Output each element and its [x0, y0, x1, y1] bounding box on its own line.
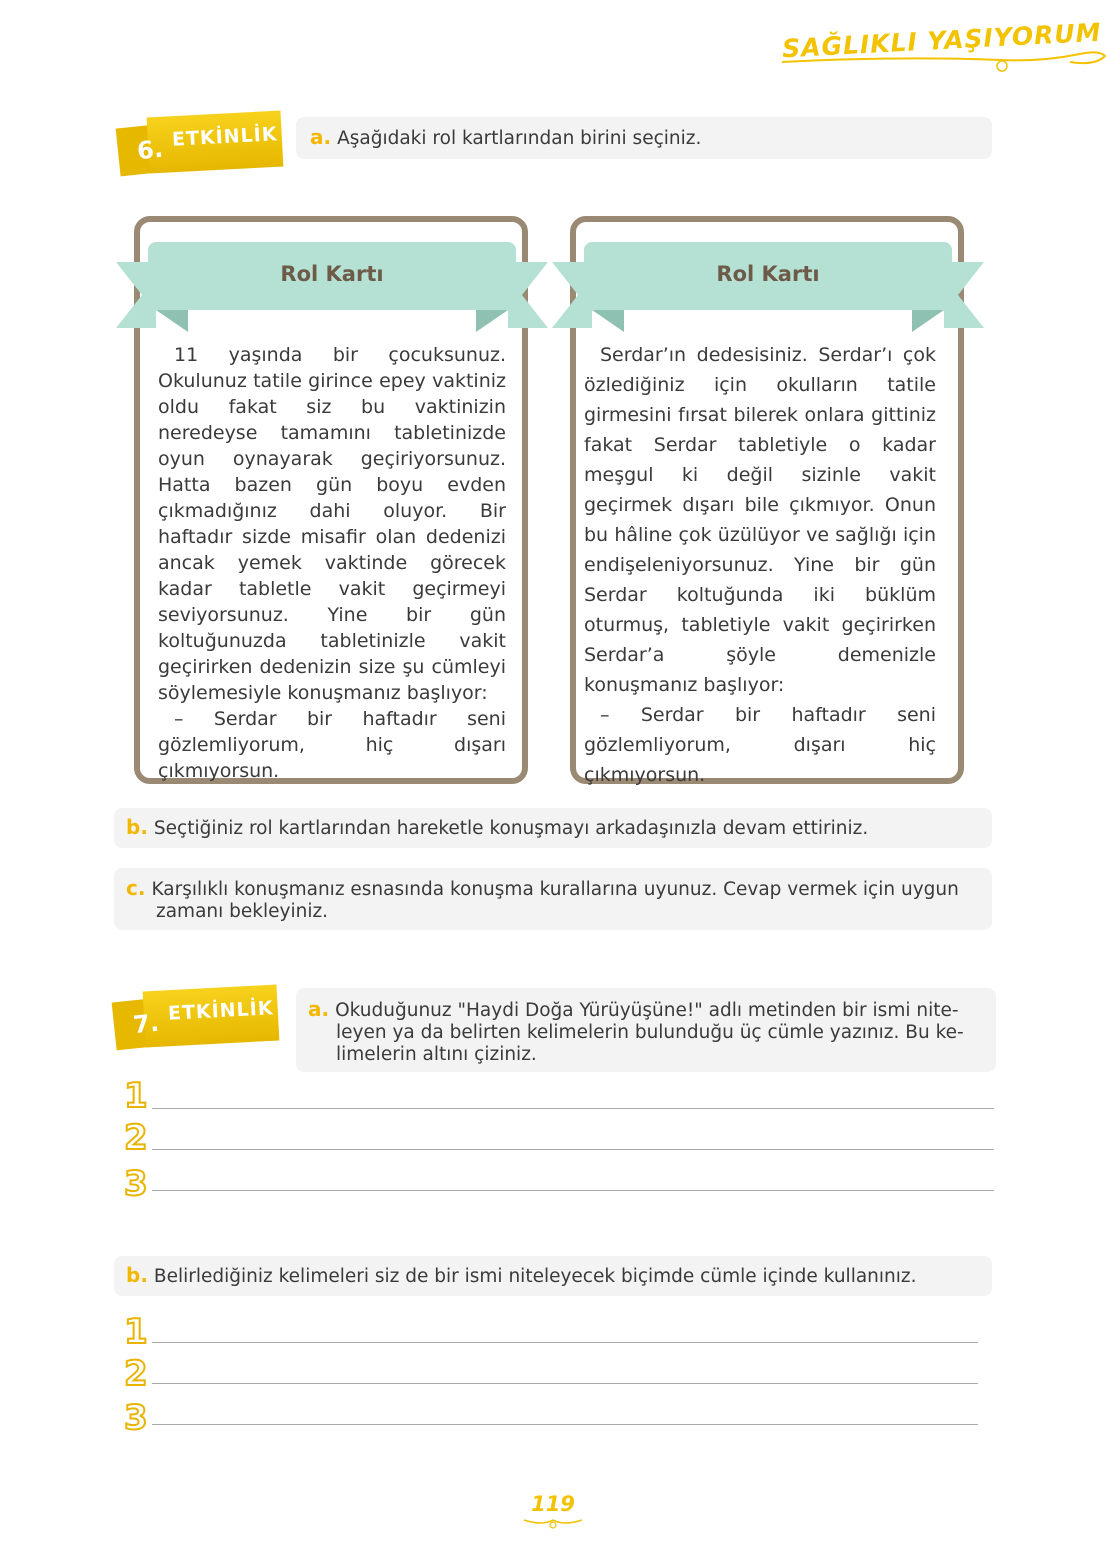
role-card-1-paragraph: 11 yaşında bir çocuksunuz. Okulunuz tatile girince epey vaktiniz oldu fakat siz bu vaktinizin neredeyse tamamını tabletinizde oyun oynayarak geçiriyorsunuz. Hatta bazen gün boyu evden çıkmadığınız dahi oluyor. Bir haftadır sizde misafir olan dedenizi ancak yemek vaktinde görecek kadar tabletle vakit geçirmeyi seviyorsunuz. Yine bir gün koltuğunuzda tabletinizle vakit geçirirken dedenizin size şu cümleyi söylemesiyle konuşmanız başlıyor: [158, 344, 506, 704]
answer-line-3[interactable] [152, 1190, 994, 1191]
page-number-swirl [522, 1514, 584, 1530]
role-card-1-text [158, 342, 506, 784]
activity-6-badge [118, 112, 286, 192]
item-letter: b. [126, 1263, 148, 1287]
page-number: 119 [531, 1492, 575, 1516]
role-card-1-dialogue: – Serdar bir haftadır seni gözlemliyorum, hiç dışarı çıkmıyorsun. [158, 708, 506, 782]
answer-line-1[interactable] [152, 1108, 994, 1109]
line-number: 3 [124, 1398, 148, 1438]
answer-line-b2[interactable] [152, 1383, 978, 1384]
activity-number: 7. [131, 1008, 161, 1040]
answer-line-2[interactable] [152, 1149, 994, 1150]
instruction-text-line-2: leyen ya da belirten kelimelerin bulunduğu üç cümle yazınız. Bu ke- [336, 1022, 964, 1043]
instruction-text-line-3: limelerin altını çiziniz. [336, 1044, 537, 1065]
role-card-2-paragraph: Serdar’ın dedesisiniz. Serdar’ı çok özlediğiniz için okulların tatile girmesini fırsat bilerek onlara gittiniz fakat Serdar tabletiyle o kadar meşgul ki değil sizinle vakit geçirmek dışarı bile çıkmıyor. Onun bu hâline çok üzülüyor ve sağlığı için endişeleniyorsunuz. Yine bir gün Serdar koltuğunda iki büklüm oturmuş, tabletiyle vakit geçirirken Serdar’a şöyle demenizle konuşmanız başlıyor: [584, 344, 936, 696]
instruction-6b [114, 808, 992, 848]
instruction-text: Belirlediğiniz kelimeleri siz de bir ismi niteleyecek biçimde cümle içinde kullanınız. [153, 1266, 917, 1287]
header-swirl-decoration [780, 44, 1106, 74]
item-letter: a. [308, 997, 330, 1021]
instruction-7a [296, 988, 996, 1072]
line-number: 2 [124, 1354, 148, 1394]
role-card-2-title: Rol Kartı [716, 262, 820, 286]
instruction-6a [296, 117, 992, 159]
line-number: 1 [124, 1312, 148, 1352]
activity-7-badge [114, 986, 282, 1066]
line-number: 2 [124, 1118, 148, 1158]
role-card-1-title: Rol Kartı [280, 262, 384, 286]
activity-label: ETKİNLİK [167, 997, 275, 1025]
line-number: 3 [124, 1164, 148, 1204]
item-letter: b. [126, 815, 148, 839]
line-number: 1 [124, 1076, 148, 1116]
instruction-text-line-1: Karşılıklı konuşmanız esnasında konuşma kurallarına uyunuz. Cevap vermek için uygun [151, 879, 959, 900]
answer-line-b1[interactable] [152, 1342, 978, 1343]
instruction-text-line-1: Okuduğunuz "Haydi Doğa Yürüyüşüne!" adlı metinden bir ismi nite- [335, 1000, 959, 1021]
role-card-1-ribbon [116, 240, 548, 334]
item-letter: c. [126, 876, 146, 900]
instruction-text: Aşağıdaki rol kartlarından birini seçiniz. [337, 128, 702, 149]
instruction-7b [114, 1256, 992, 1296]
role-card-2-ribbon [552, 240, 984, 334]
activity-number: 6. [135, 134, 165, 166]
unit-title: SAĞLIKLI YAŞIYORUM [781, 17, 1103, 64]
role-card-2-dialogue: – Serdar bir haftadır seni gözlemliyorum, dışarı hiç çıkmıyorsun. [584, 704, 936, 786]
answer-line-b3[interactable] [152, 1424, 978, 1425]
instruction-6c [114, 868, 992, 930]
instruction-text: Seçtiğiniz rol kartlarından hareketle konuşmayı arkadaşınızla devam ettiriniz. [153, 818, 869, 839]
activity-label: ETKİNLİK [171, 123, 279, 151]
item-letter: a. [310, 125, 332, 149]
instruction-text-line-2: zamanı bekleyiniz. [156, 901, 329, 922]
role-card-2-text [584, 340, 936, 790]
